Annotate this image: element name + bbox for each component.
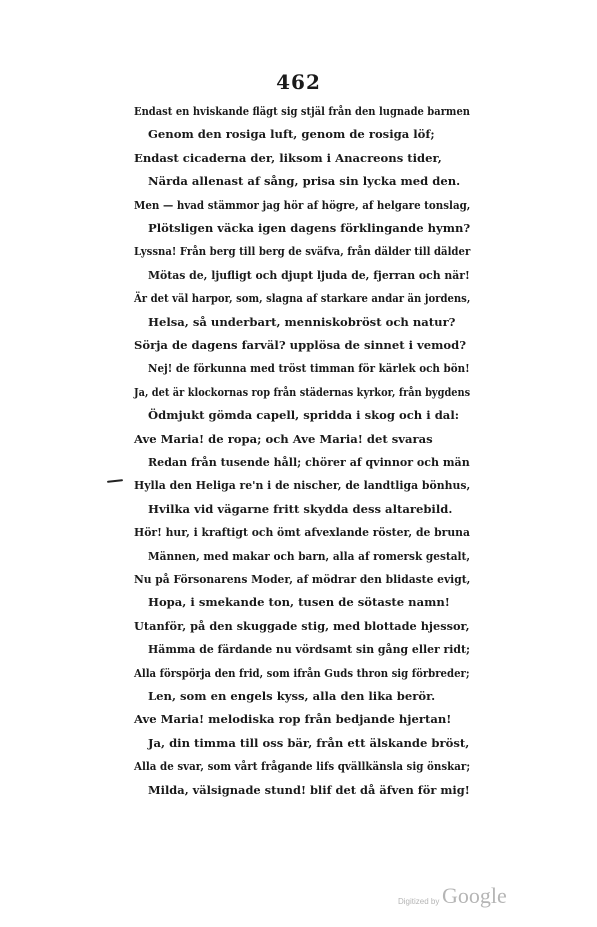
poem-line: Hämma de färdande nu vördsamt sin gång eller ridt; (148, 642, 471, 657)
poem-line: Genom den rosiga luft, genom de rosiga löf; (148, 127, 435, 142)
poem-line: Männen, med makar och barn, alla af romersk gestalt, (148, 548, 471, 563)
poem-line: Lyssna! Från berg till berg de sväfva, från dälder till dälder (134, 244, 471, 259)
poem-line: Är det väl harpor, som, slagna af starkare andar än jordens, (134, 291, 471, 306)
poem-line: Hylla den Heliga re'n i de nischer, de landtliga bönhus, (134, 478, 471, 493)
poem-line: Hör! hur, i kraftigt och ömt afvexlande röster, de bruna (134, 525, 471, 540)
poem-line: Helsa, så underbart, menniskobröst och natur? (148, 314, 456, 329)
poem-line: Men — hvad stämmor jag hör af högre, af helgare tonslag, (134, 197, 471, 212)
poem-line: Hopa, i smekande ton, tusen de sötaste namn! (148, 595, 450, 610)
poem-line: Len, som en engels kyss, alla den lika berör. (148, 689, 436, 703)
poem-line: Ja, din timma till oss bär, från ett älskande bröst, (148, 735, 470, 750)
poem-line: Milda, välsignade stund! blif det då äfven för mig! (148, 782, 470, 797)
poem-line: Sörja de dagens farväl? upplösa de sinnet i vemod? (134, 338, 467, 352)
digitized-watermark (380, 883, 520, 913)
poem-line: Redan från tusende håll; chörer af qvinnor och män (148, 455, 470, 469)
poem-line: Nej! de förkunna med tröst timman för kärlek och bön! (148, 361, 470, 376)
margin-pencil-mark (107, 479, 123, 483)
poem-line: Nu på Försonarens Moder, af mödrar den blidaste evigt, (134, 572, 471, 586)
poem-line: Alla förspörja den frid, som ifrån Guds thron sig förbreder; (134, 665, 470, 680)
poem-line: Alla de svar, som vårt frågande lifs qvällkänsla sig önskar; (134, 759, 471, 774)
google-logo: Google (442, 883, 507, 908)
poem-line: Hvilka vid vägarne fritt skydda dess altarebild. (148, 501, 453, 516)
poem-line: Ja, det är klockornas rop från städernas kyrkor, från bygdens (134, 384, 471, 399)
watermark-prefix: Digitized by (398, 897, 440, 906)
page-number: 462 (276, 70, 321, 94)
poem-line: Utanför, på den skuggade stig, med blottade hjessor, (134, 618, 470, 633)
poem-line: Ödmjukt gömda capell, spridda i skog och i dal: (148, 408, 460, 423)
poem-line: Närda allenast af sång, prisa sin lycka med den. (148, 174, 461, 189)
poem-line: Endast cicaderna der, liksom i Anacreons tider, (134, 150, 442, 165)
poem-line: Mötas de, ljufligt och djupt ljuda de, fjerran och när! (148, 267, 470, 282)
poem-line: Plötsligen väcka igen dagens förklingande hymn? (148, 221, 471, 235)
poem-line: Endast en hviskande flägt sig stjäl från den lugnade barmen (134, 104, 470, 118)
poem-line: Ave Maria! melodiska rop från bedjande hjertan! (134, 712, 452, 727)
poem-line: Ave Maria! de ropa; och Ave Maria! det svaras (134, 431, 433, 446)
